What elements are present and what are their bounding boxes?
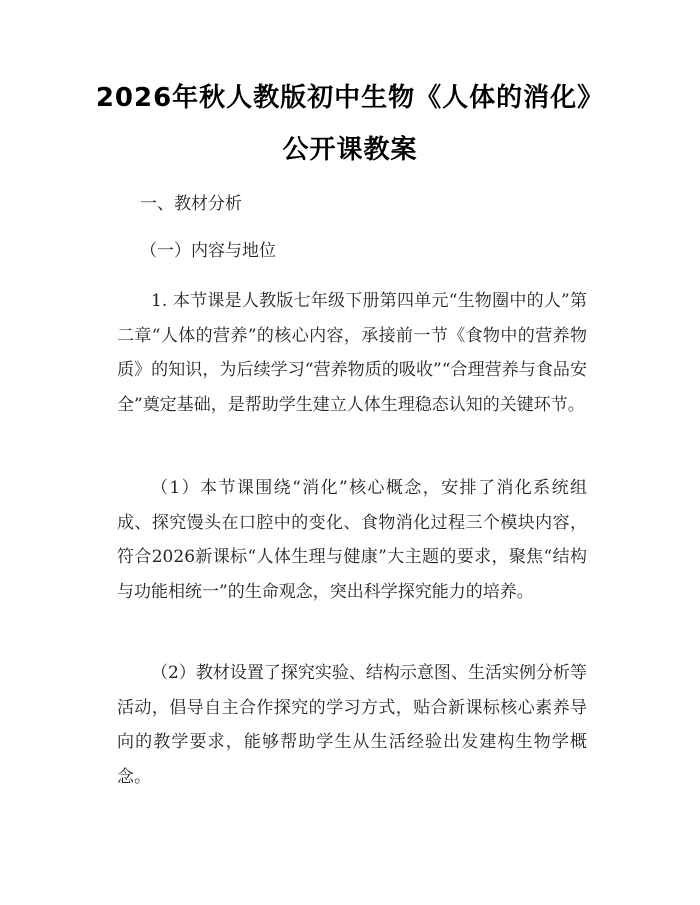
paragraph-content-modules: （1）本节课围绕“消化”核心概念，安排了消化系统组成、探究馒头在口腔中的变化、食物消化过程三个模块内容，符合2026新课标“人体生理与健康”大主题的要求，聚焦“结构与功能相统一”的生命观念，突出科学探究能力的培养。 [117,478,587,602]
paragraph-content-activities: （2）教材设置了探究实验、结构示意图、生活实例分析等活动，倡导自主合作探究的学习方式，贴合新课标核心素养导向的教学要求，能够帮助学生从生活经验出发建构生物学概念。 [117,663,587,787]
section-heading: 一、教材分析 [140,194,242,214]
paragraph-content-position: 1. 本节课是人教版七年级下册第四单元“生物圈中的人”第二章“人体的营养”的核心内容，承接前一节《食物中的营养物质》的知识，为后续学习“营养物质的吸收”“合理营养与食品安全”奠定基础，是帮助学生建立人体生理稳态认知的关键环节。 [117,291,587,415]
document-title: 2026年秋人教版初中生物《人体的消化》公开课教案 [95,83,605,165]
subsection-heading: （一）内容与地位 [140,241,276,261]
